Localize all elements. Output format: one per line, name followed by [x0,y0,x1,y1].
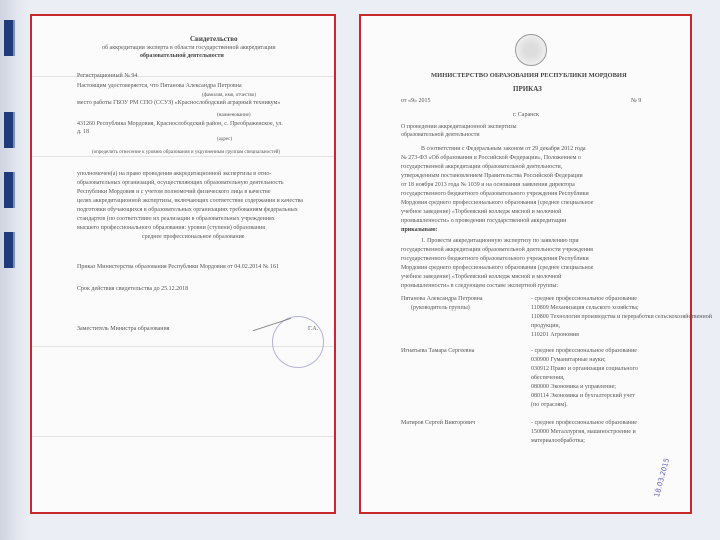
expert-role: (руководитель группы) [411,305,470,311]
handwritten-note: 18.03.2015 [653,457,672,499]
expert-qualification: 110201 Агрономия [531,332,579,338]
expert-qualification: 030912 Право и организация социального [531,366,638,372]
order-body-line: Мордовия среднего профессионального образования (среднее специальное [401,200,594,206]
order-subject: О проведении аккредитационной экспертизы [401,124,517,130]
address-line-1: 431260 Республика Мордовия, Краснослободский район, с. Преображенское, ул. [77,121,283,127]
expert-qualification: материалообработка; [531,438,585,444]
order-body-line: утвержденным постановлением Правительства Российской Федерации [401,173,583,179]
body-line: целях аккредитационной экспертизы, включающих соответствие содержания и качества [77,198,303,204]
body-line: образовательных организаций, осуществляющих образовательную деятельность [77,180,284,186]
body-line: уполномочен(а) на право проведения аккредитационной экспертизы в отно- [77,171,272,177]
body-line: Республики Мордовия и с учетом полномочий физического лица в качестве [77,189,271,195]
order-body-line: учебное заведение) «Торбеевский колледж мясной и молочной [401,209,562,215]
order-reference: Приказ Министерства образования Республики Мордовия от 04.02.2014 № 161 [77,264,279,270]
sidebar-tab-4[interactable] [4,232,15,268]
certificate-subtitle-2: образовательной деятельности [140,53,224,59]
order-body-line: промышленности» в следующем составе экспертной группы: [401,283,559,289]
sidebar-tab-1[interactable] [4,20,15,56]
sidebar-tab-3[interactable] [4,172,15,208]
expert-name: Игнатьева Тамара Сергеевна [401,348,475,354]
certificate-document [30,14,336,514]
expert-qualification: (по отраслям). [531,402,568,408]
order-document [359,14,712,514]
expert-qualification: - среднее профессиональное образование [531,348,637,354]
slide-sidebar [0,0,30,540]
ministry-name: МИНИСТЕРСТВО ОБРАЗОВАНИЯ РЕСПУБЛИКИ МОРДОВИЯ [431,72,627,79]
expert-qualification: 080000 Экономика и управление; [531,384,616,390]
order-body-line: 1. Провести аккредитационную экспертизу по заявлению при [421,238,579,244]
expert-qualification: обеспечения, [531,375,565,381]
expert-qualification: - среднее профессиональное образование [531,296,637,302]
official-stamp [272,316,324,368]
order-title: ПРИКАЗ [513,85,542,93]
expert-qualification: 150000 Металлургия, машиностроение и [531,429,636,435]
address-line-2: д. 18 [77,129,90,135]
body-line: высшего профессионального образования: уровни (ступени) образования [77,225,265,231]
order-body-line: промышленности» о проведении государственной аккредитации [401,218,567,224]
expert-qualification: 110800 Технология производства и переработки сельскохозяйственной [531,314,712,320]
order-body-line: государственного бюджетного образовательного учреждения Республики [401,256,589,262]
expert-qualification: продукции, [531,323,561,329]
order-city: г. Саранск [513,112,539,118]
sidebar-tab-2[interactable] [4,112,15,148]
order-body-line: от 18 ноября 2013 года № 1039 и на основании заявления директора [401,182,575,188]
order-body-line: № 273-ФЗ «Об образовании в Российской Федерации», Положением о [401,155,581,161]
classification-hint: (определить отнесение к уровню образования и укрупненным группам специальностей) [92,150,281,155]
expert-qualification: - среднее профессиональное образование [531,420,637,426]
body-line: стандартов (по соответствию их реализации в образовательных учреждениях [77,216,275,222]
order-body-line: государственного бюджетного образовательного учреждения Республики [401,191,589,197]
order-body-line: учебное заведение) «Торбеевский колледж мясной и молочной [401,274,562,280]
certificate-subtitle: об аккредитации эксперта в области государственной аккредитации [102,45,276,51]
body-line: среднее профессиональное образование [142,234,245,240]
certificate-title: Свидетельство [190,35,238,43]
order-body-line: В соответствии с Федеральным законом от 29 декабря 2012 года [421,146,586,152]
certification-line: Настоящим удостоверяется, что Пятанова Александра Петровна [77,83,242,89]
expert-name: Матиров Сергей Викторович [401,420,476,426]
order-body-line: Мордовия среднего профессионального образования (среднее специальное [401,265,594,271]
order-date: от «9» 2015 [401,98,431,104]
expert-qualification: 030900 Гуманитарные науки; [531,357,606,363]
order-body-line: государственной аккредитации образовательной деятельности, [401,164,563,170]
body-line: подготовки обучающихся в образовательных организациях требованиям федеральных [77,207,298,213]
coat-of-arms-icon [515,34,547,66]
expert-name: Пятанова Александра Петровна [401,296,483,302]
order-body-line: государственной аккредитации образовательной деятельности учреждения [401,247,593,253]
minister-initials: Г.А. [308,326,319,332]
workplace-hint: (наименование) [217,113,251,118]
expert-qualification: 110809 Механизация сельского хозяйства; [531,305,639,311]
registration-number: Регистрационный № 94 [77,73,138,79]
fio-hint: (фамилия, имя, отчество) [202,93,256,98]
order-subject-2: образовательной деятельности [401,132,480,138]
order-number: № 9 [631,98,642,104]
minister-title: Заместитель Министра образования [77,326,170,332]
order-body-line: приказываю: [401,227,438,233]
expert-qualification: 080114 Экономика и бухгалтерский учет [531,393,635,399]
validity-line: Срок действия свидетельства до 25.12.2018 [77,286,189,292]
workplace-line: место работы ГБОУ РМ СПО (ССУЗ) «Краснослободский аграрный техникум» [77,100,281,106]
address-hint: (адрес) [217,137,233,142]
